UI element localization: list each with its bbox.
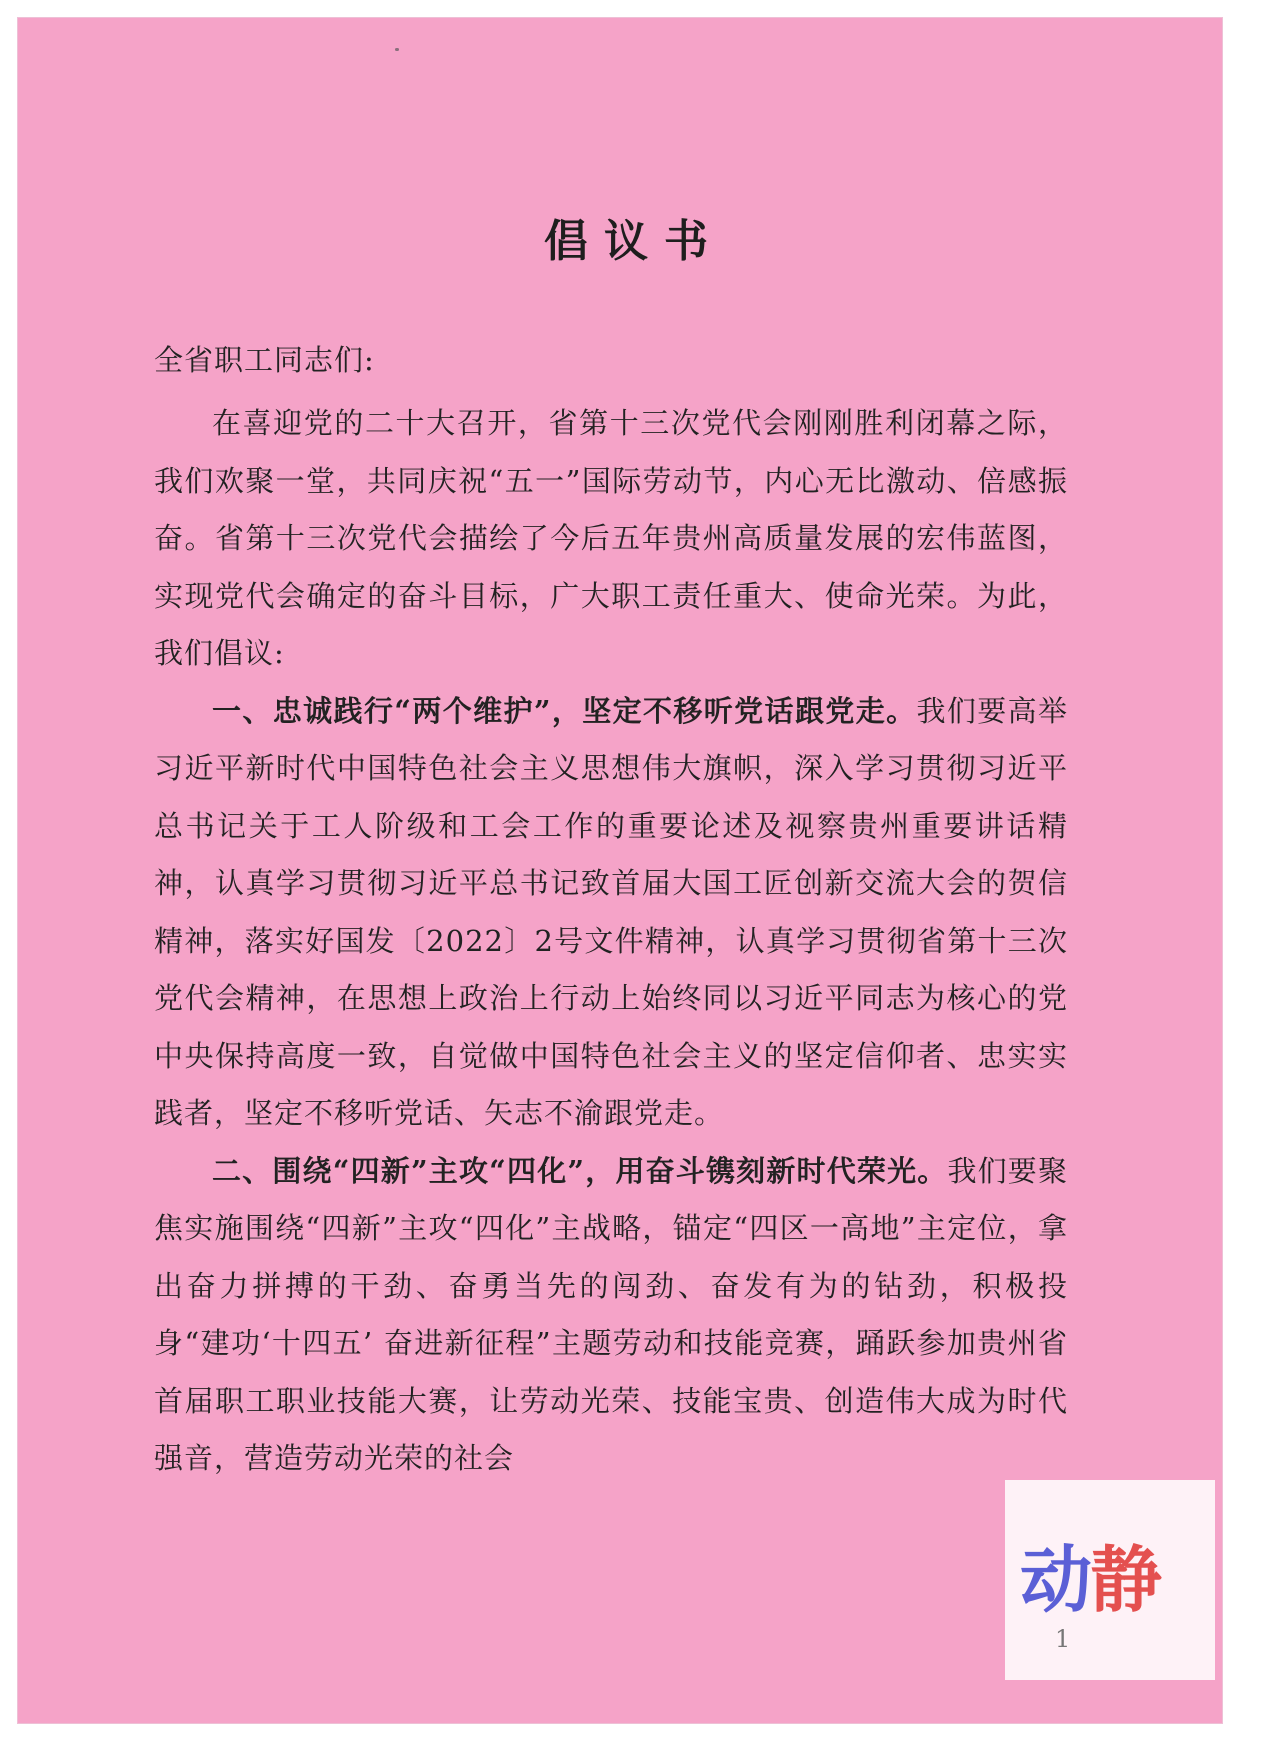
paper-speck (395, 48, 399, 51)
watermark-char-a: 动 (1020, 1538, 1091, 1622)
page-number: 1 (1055, 1625, 1071, 1653)
item-1-body: 我们要高举习近平新时代中国特色社会主义思想伟大旗帜，深入学习贯彻习近平总书记关于工人阶级和工会工作的重要论述及视察贵州重要讲话精神，认真学习贯彻习近平总书记致首届大国工匠创新交流大会的贺信精神，落实好国发〔2022〕2号文件精神，认真学习贯彻省第十三次党代会精神，在思想上政治上行动上始终同以习近平同志为核心的党中央保持高度一致，自觉做中国特色社会主义的坚定信仰者、忠实实践者，坚定不移听党话、矢志不渝跟党走。 (154, 693, 1068, 1130)
item-2-heading: 二、围绕“四新”主攻“四化”，用奋斗镌刻新时代荣光。 (212, 1153, 948, 1188)
item-2-paragraph (154, 1143, 1068, 1488)
document-title: 倡议书 (544, 216, 724, 267)
salutation: 全省职工同志们: (154, 343, 375, 377)
document-body (154, 395, 1068, 1488)
watermark-logo (1020, 1540, 1160, 1620)
item-1-paragraph (154, 683, 1068, 1143)
item-1-heading: 一、忠诚践行“两个维护”，坚定不移听党话跟党走。 (212, 693, 917, 728)
intro-paragraph: 在喜迎党的二十大召开，省第十三次党代会刚刚胜利闭幕之际，我们欢聚一堂，共同庆祝“五一”国际劳动节，内心无比激动、倍感振奋。省第十三次党代会描绘了今后五年贵州高质量发展的宏伟蓝图，实现党代会确定的奋斗目标，广大职工责任重大、使命光荣。为此，我们倡议: (154, 406, 1068, 670)
item-2-body: 我们要聚焦实施围绕“四新”主攻“四化”主战略，锚定“四区一高地”主定位，拿出奋力拼搏的干劲、奋勇当先的闯劲、奋发有为的钻劲，积极投身“建功‘十四五’ 奋进新征程”主题劳动和技能竞赛，踊跃参加贵州省首届职工职业技能大赛，让劳动光荣、技能宝贵、创造伟大成为时代强音，营造劳动光荣的社会 (154, 1153, 1068, 1475)
watermark-char-b: 静 (1090, 1538, 1161, 1622)
